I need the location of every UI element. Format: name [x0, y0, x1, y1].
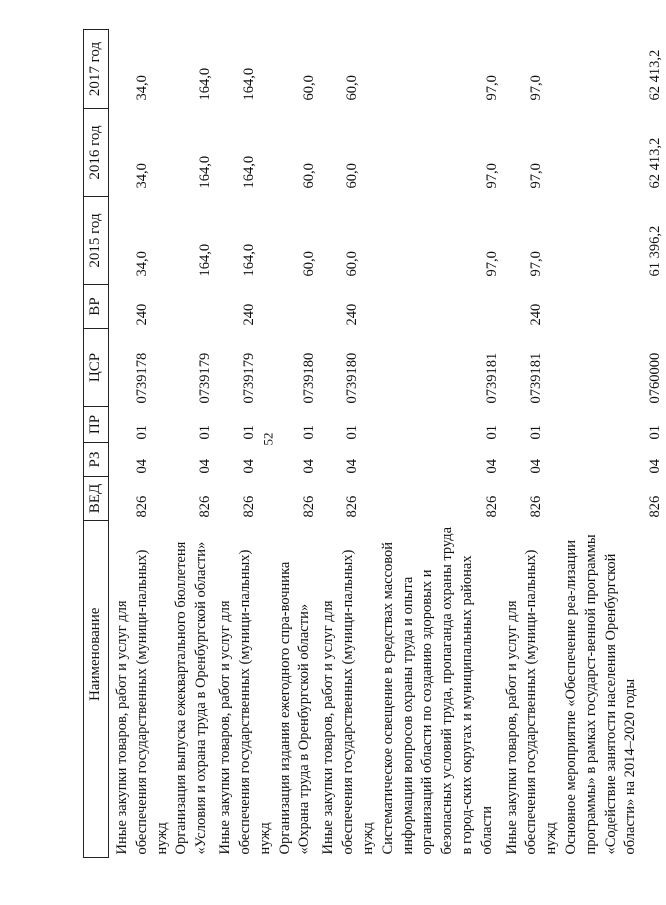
- table-row: [172, 30, 216, 858]
- row-pr: 01: [241, 425, 258, 440]
- row-rz: 04: [527, 459, 544, 474]
- row-ved: 826: [197, 495, 214, 518]
- row-name: Основное мероприятие «Обеспечение реа-лизации программы» в рамках государст-венной программы «Содействие занятости населения Оренбургской области» на 2014–2020 годы: [562, 534, 639, 855]
- row-vr: 240: [134, 303, 150, 326]
- row-2016: 164,0: [197, 155, 214, 189]
- row-name: Организация выпуска ежеквартального бюллетеня «Условия и охрана труда в Оренбургской области»: [173, 541, 210, 855]
- row-2017: 97,0: [527, 75, 544, 101]
- page-number: 52: [260, 432, 276, 446]
- table-row: [503, 30, 562, 858]
- row-vr: [562, 285, 666, 329]
- row-name: Систематическое освещение в средствах массовой информации вопросов охраны труда и опыта организаций области по созданию здоровых и безопасных условий труда, пропаганда охраны труда в город-ских округах и муниципальных районах области: [379, 526, 495, 855]
- row-rz: 04: [483, 459, 500, 474]
- row-2015: 61 396,2: [646, 225, 663, 277]
- row-2015: 34,0: [134, 251, 150, 277]
- row-2015: 97,0: [527, 251, 544, 277]
- row-ved: 826: [134, 495, 150, 518]
- row-pr: 01: [134, 425, 150, 440]
- header-pr: ПР: [84, 407, 109, 443]
- row-pr: 01: [197, 425, 214, 440]
- row-name: Иные закупки товаров, работ и услуг для обеспечения государственных (муници-пальных) нужд: [503, 549, 560, 855]
- row-2017: 34,0: [134, 75, 150, 101]
- header-2015: 2015 год: [84, 197, 109, 285]
- row-2015: 97,0: [483, 251, 500, 277]
- row-2017: 60,0: [300, 75, 317, 101]
- row-csr: 0739178: [134, 352, 150, 404]
- row-ved: 826: [646, 495, 663, 518]
- row-vr: 240: [527, 303, 544, 326]
- header-2016: 2016 год: [84, 109, 109, 197]
- row-2016: 97,0: [483, 163, 500, 189]
- row-2015: 60,0: [344, 251, 361, 277]
- row-vr: 240: [344, 303, 361, 326]
- row-2017: 164,0: [197, 67, 214, 101]
- row-vr: 240: [241, 303, 258, 326]
- row-2016: 62 413,2: [646, 137, 663, 189]
- row-2016: 97,0: [527, 163, 544, 189]
- row-2015: 164,0: [241, 243, 258, 277]
- row-2017: 62 413,2: [646, 49, 663, 101]
- row-pr: 01: [483, 425, 500, 440]
- row-pr: 01: [344, 425, 361, 440]
- table-row: [319, 30, 378, 858]
- row-csr: 0739180: [300, 352, 317, 404]
- row-rz: 04: [344, 459, 361, 474]
- row-csr: 0739179: [241, 352, 258, 404]
- row-ved: 826: [241, 495, 258, 518]
- row-csr: 0739180: [344, 352, 361, 404]
- row-ved: 826: [300, 495, 317, 518]
- row-rz: 04: [300, 459, 317, 474]
- row-2016: 34,0: [134, 163, 150, 189]
- row-2016: 60,0: [344, 163, 361, 189]
- row-rz: 04: [197, 459, 214, 474]
- row-2016: 164,0: [241, 155, 258, 189]
- row-2017: 164,0: [241, 67, 258, 101]
- row-csr: 0739181: [527, 352, 544, 404]
- table-row: [562, 30, 666, 858]
- table-row: [379, 30, 503, 858]
- row-2015: 60,0: [300, 251, 317, 277]
- header-rz: РЗ: [84, 443, 109, 477]
- table-row: [216, 30, 275, 858]
- row-2016: 60,0: [300, 163, 317, 189]
- row-name: Иные закупки товаров, работ и услуг для обеспечения государственных (муници-пальных) нужд: [217, 549, 273, 855]
- rotated-table-container: [83, 30, 663, 858]
- budget-table: [83, 29, 666, 858]
- row-csr: 0739179: [197, 352, 214, 404]
- header-ved: ВЕД: [84, 477, 109, 521]
- row-vr: [276, 285, 320, 329]
- header-csr: ЦСР: [84, 329, 109, 407]
- row-ved: 826: [527, 495, 544, 518]
- row-name: Организация издания ежегодного спра-вочника «Охрана труда в Оренбургской области»: [276, 561, 313, 855]
- row-pr: 01: [646, 425, 663, 440]
- header-name: Наименование: [84, 521, 109, 858]
- row-rz: 04: [241, 459, 258, 474]
- header-2017: 2017 год: [84, 30, 109, 109]
- row-2017: 97,0: [483, 75, 500, 101]
- table-header-row: [84, 30, 109, 858]
- header-vr: ВР: [84, 285, 109, 329]
- row-csr: 0760000: [646, 352, 663, 404]
- row-pr: 01: [527, 425, 544, 440]
- row-2017: 60,0: [344, 75, 361, 101]
- row-ved: 826: [344, 495, 361, 518]
- row-pr: 01: [300, 425, 317, 440]
- row-rz: 04: [646, 459, 663, 474]
- row-rz: 04: [134, 459, 150, 474]
- row-2015: 164,0: [197, 243, 214, 277]
- row-name: Иные закупки товаров, работ и услуг для обеспечения государственных (муници-пальных) нужд: [114, 549, 170, 855]
- table-row: [276, 30, 320, 858]
- row-csr: 0739181: [483, 352, 500, 404]
- table-row: [109, 30, 173, 858]
- row-ved: 826: [483, 495, 500, 518]
- row-name: Иные закупки товаров, работ и услуг для обеспечения государственных (муници-пальных) нужд: [320, 549, 376, 855]
- row-vr: [172, 285, 216, 329]
- row-vr: [379, 285, 503, 329]
